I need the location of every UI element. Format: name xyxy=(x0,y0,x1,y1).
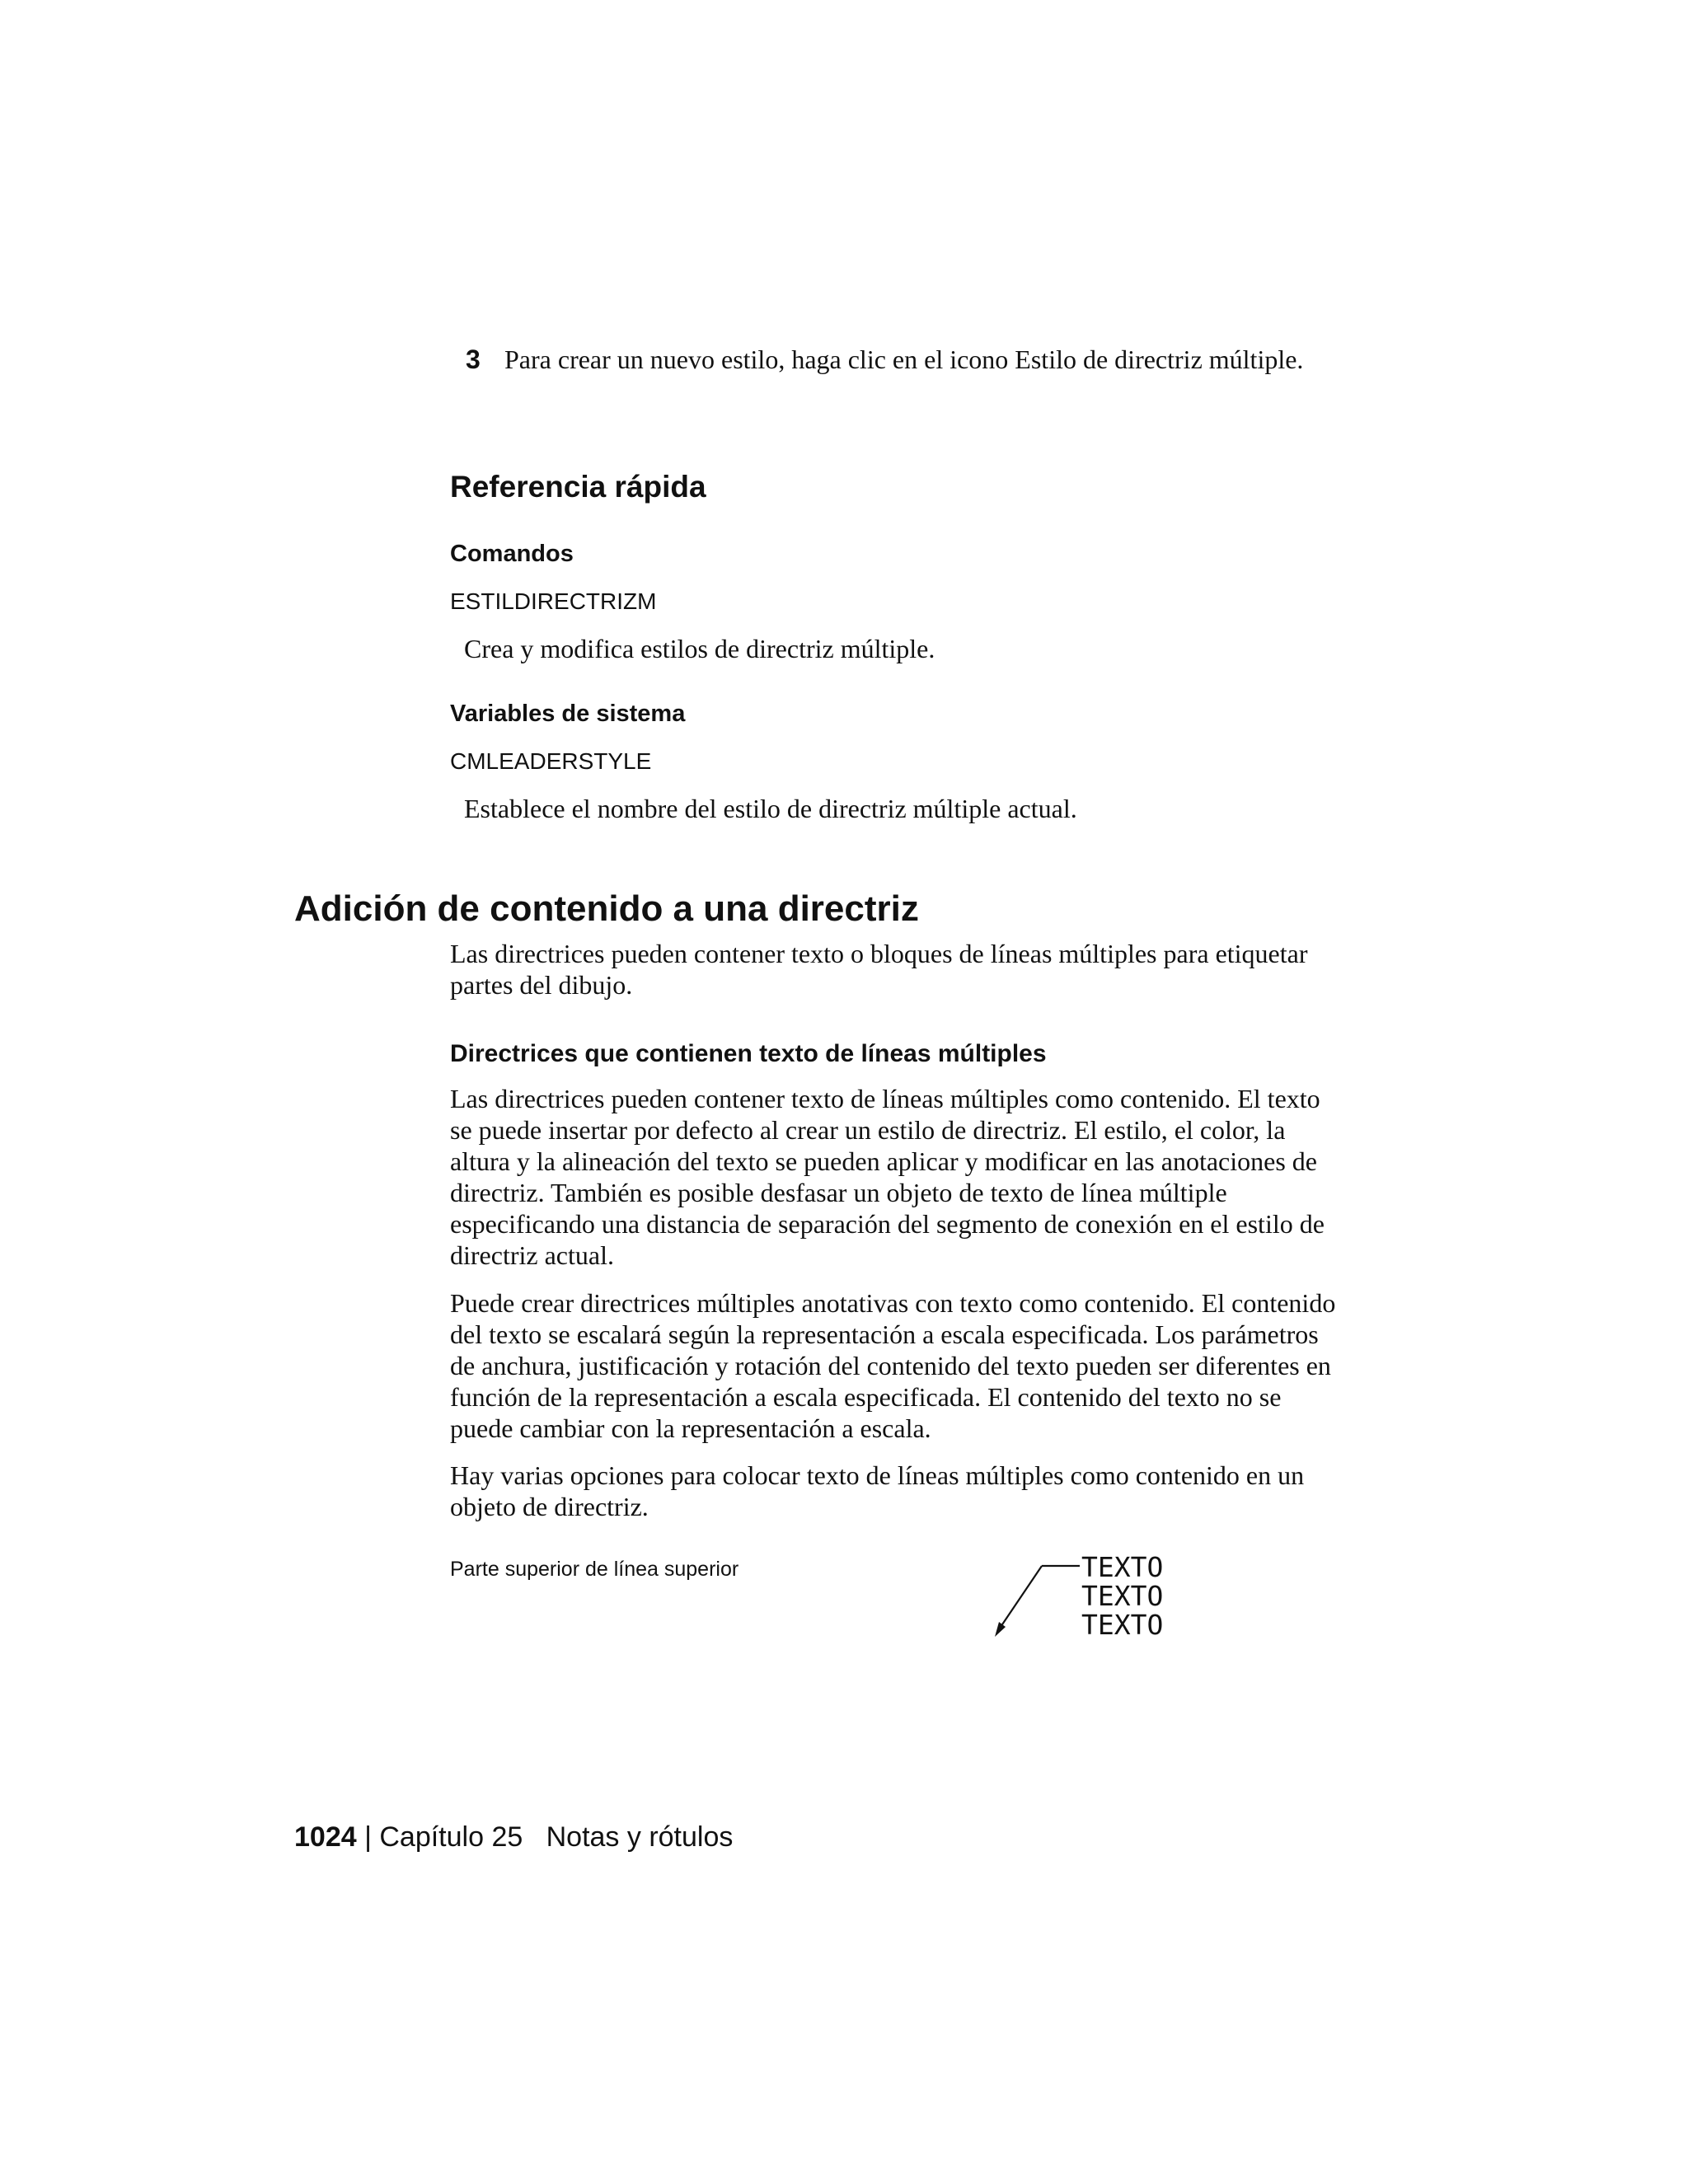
figure-text-line: TEXTO xyxy=(1081,1580,1164,1612)
sysvar-name: CMLEADERSTYLE xyxy=(450,748,652,774)
page-footer xyxy=(294,1820,733,1854)
commands-heading: Comandos xyxy=(450,541,574,567)
subsection-heading: Directrices que contienen texto de líneas múltiples xyxy=(450,1040,1047,1067)
step-text: Para crear un nuevo estilo, haga clic en el icono Estilo de directriz múltiple. xyxy=(504,344,1304,374)
body-paragraph-3: Hay varias opciones para colocar texto de líneas múltiples como contenido en un objeto de directriz. xyxy=(450,1460,1305,1521)
leader-line xyxy=(997,1566,1042,1632)
command-description: Crea y modifica estilos de directriz múltiple. xyxy=(464,634,935,663)
step-number: 3 xyxy=(466,344,481,374)
leader-figure xyxy=(989,1554,1187,1645)
sysvar-description: Establece el nombre del estilo de directriz múltiple actual. xyxy=(464,794,1077,823)
chapter-title: | Capítulo 25 Notas y rótulos xyxy=(356,1821,734,1853)
page-number: 1024 xyxy=(294,1821,357,1853)
leader-arrowhead xyxy=(995,1622,1006,1637)
figure-caption: Parte superior de línea superior xyxy=(450,1558,739,1581)
figure-text-line: TEXTO xyxy=(1081,1609,1164,1641)
body-paragraph-2: Puede crear directrices múltiples anotativas con texto como contenido. El contenido del texto se escalará según la representación a escala especificada. Los parámetros de anchura, justificación y rotación del contenido del texto pueden ser diferentes en función de la representación a escala especificada. El contenido del texto no se puede cambiar con la representación a escala. xyxy=(450,1288,1336,1443)
command-name: ESTILDIRECTRIZM xyxy=(450,588,657,614)
figure-text-line: TEXTO xyxy=(1081,1554,1164,1583)
section-heading: Adición de contenido a una directriz xyxy=(294,888,919,929)
system-variables-heading: Variables de sistema xyxy=(450,701,686,727)
section-intro: Las directrices pueden contener texto o bloques de líneas múltiples para etiquetar partes del dibujo. xyxy=(450,939,1308,1000)
body-paragraph-1: Las directrices pueden contener texto de líneas múltiples como contenido. El texto se puede insertar por defecto al crear un estilo de directriz. El estilo, el color, la altura y la alineación del texto se pueden aplicar y modificar en las anotaciones de directriz. También es posible desfasar un objeto de texto de línea múltiple especificando una distancia de separación del segmento de conexión en el estilo de directriz actual. xyxy=(450,1084,1325,1270)
quick-reference-heading: Referencia rápida xyxy=(450,470,706,504)
